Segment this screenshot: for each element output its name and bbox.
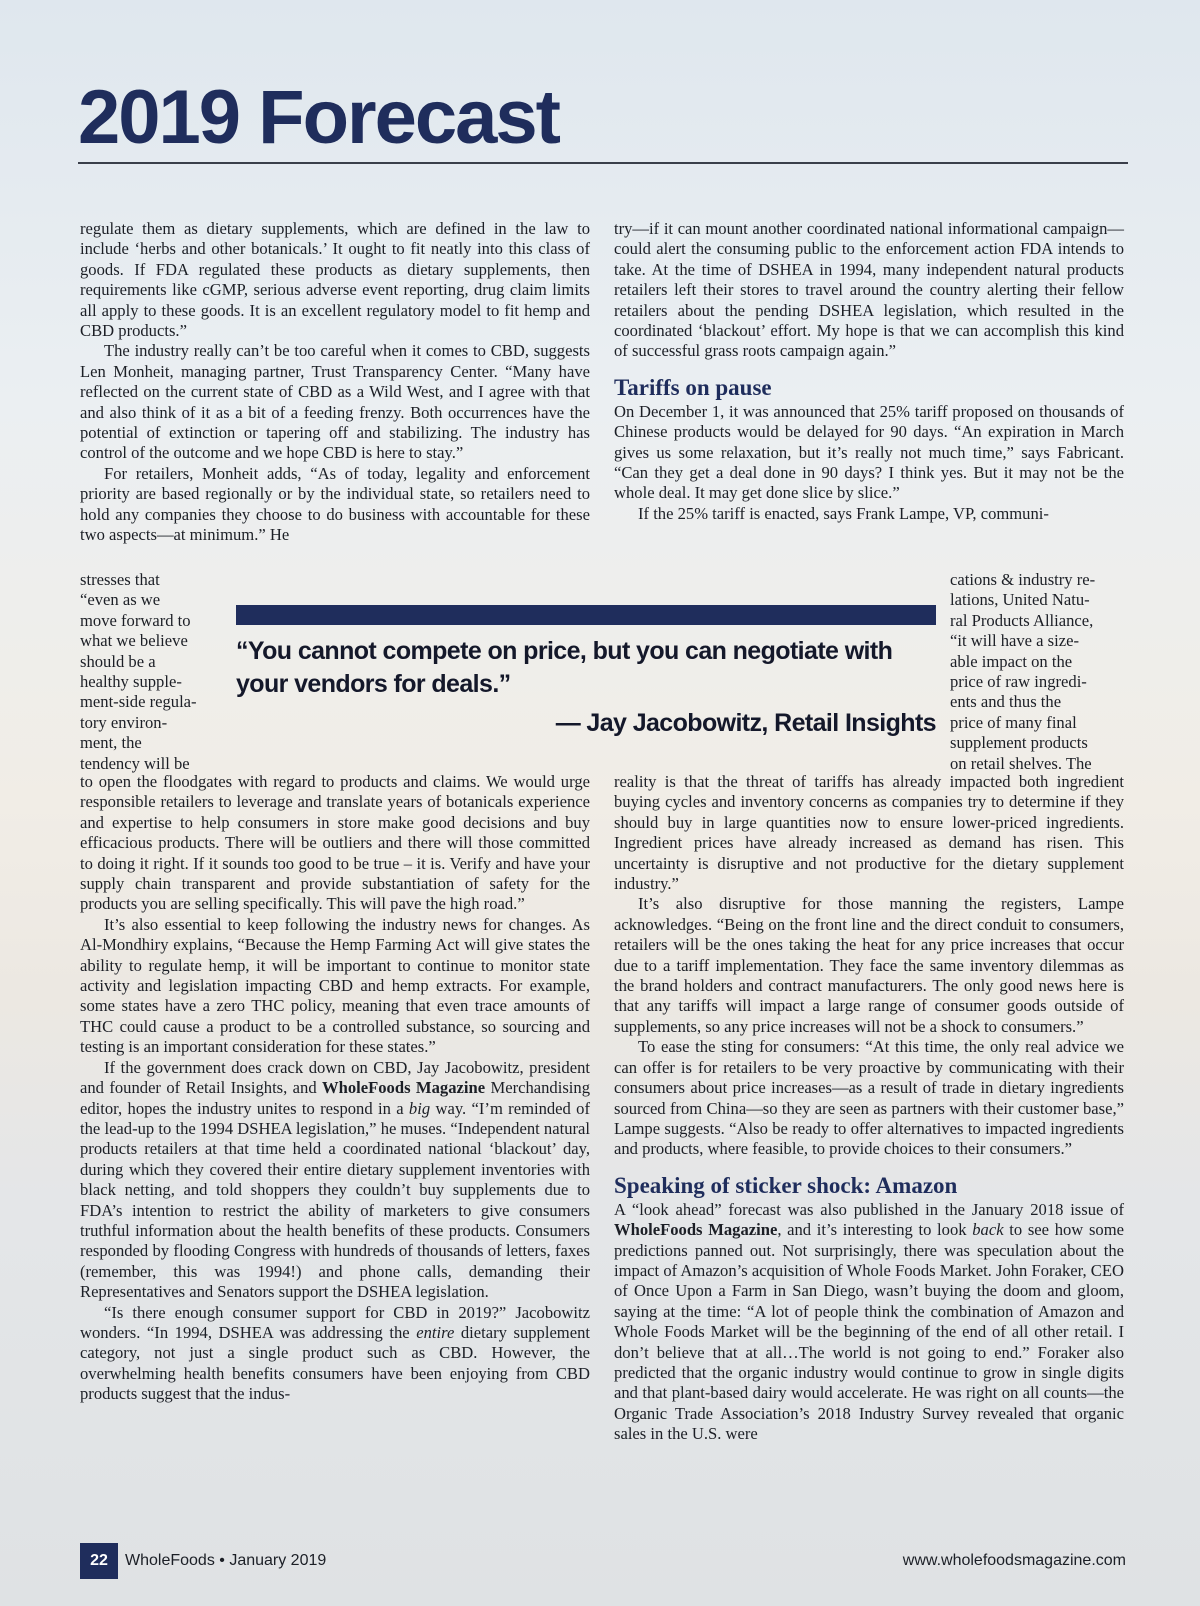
wrap-line: “even as we [80,590,161,610]
wrap-line: price of raw ingredi- [950,672,1087,692]
paragraph: reality is that the threat of tariffs has already impacted both ingredient buying cycles and inventory concerns as companies try to determine if they should buy in large quantities now to ensure lower-priced ingredients. Ingredient prices have already increased as demand has risen. This uncertainty is disruptive and not productive for the dietary supplement industry.” [614,772,1124,894]
website-url: www.wholefoodsmagazine.com [902,1552,1126,1569]
paragraph: If the 25% tariff is enacted, says Frank Lampe, VP, communi- [638,503,1049,523]
wrap-line: price of many final [950,712,1077,732]
title-divider [78,162,1128,164]
wrap-line: move forward to [80,610,191,630]
pull-quote-emphasis: cannot [297,637,377,665]
paragraph: It’s also essential to keep following the industry news for changes. As Al-Mondhiry explains, “Because the Hemp Farming Act will give states the ability to regulate hemp, it will be important to continue to monitor state activity and legislation impacting CBD and hemp extracts. For example, some states have a zero THC policy, meaning that even trace amounts of THC could cause a product to be a controlled substance, so sourcing and testing is an important consideration for these states.” [80,914,590,1057]
magazine-name: WholeFoods Magazine [322,1078,486,1098]
wrap-line: healthy supple- [80,672,182,692]
wrap-line: supplement products [950,733,1088,753]
page-number: 22 [80,1543,118,1579]
text-run: If the government does crack down on CBD, Jay Jacobowitz, president and founder of Retail Insights, and [80,1057,590,1098]
paragraph: For retailers, Monheit adds, “As of today, legality and enforcement priority are based regionally or by the individual state, so retailers need to hold any companies they choose to do business with accountable for these two aspects—at minimum.” He [80,463,590,545]
text-run: , and it’s interesting to look [777,1220,973,1240]
text-run: Merchandising editor, hopes the industry unites to respond in a [80,1078,590,1118]
paragraph [80,1303,590,1405]
publication-line: WholeFoods • January 2019 [125,1552,327,1569]
wrap-line: ral Products Alliance, [950,610,1094,630]
wrap-line: lations, United Natu- [950,590,1090,610]
text-run: A “look ahead” forecast was also published in the January 2018 issue of [614,1199,1124,1219]
paragraph [80,1058,590,1303]
wrap-line: ment-side regula- [80,692,197,712]
wrap-line: ment, the [80,733,142,753]
pull-quote-bar [236,605,936,625]
section-heading-tariffs: Tariffs on pause [614,374,772,400]
page-title: 2019 Forecast [78,75,559,160]
paragraph [614,1200,1124,1445]
wrap-line: “it will have a size- [950,631,1080,651]
paragraph: to open the floodgates with regard to products and claims. We would urge responsible retailers to leverage and translate years of botanicals experience and expertise to help consumers in store make good decisions and buy efficacious products. There will be outliers and there will those committed to doing it right. If it sounds too good to be true – it is. Verify and have your supply chain transparent and provide substantiation of safety for the products you are selling specifically. This will pave the high road.” [80,772,590,914]
pull-quote-text-end: compete on price, but you can negotiate with your vendors for deals.” [236,637,893,698]
right-column-upper [614,219,1124,524]
paragraph: The industry really can’t be too careful when it comes to CBD, suggests Len Monheit, managing partner, Trust Transparency Center. “Many have reflected on the current state of CBD as a Wild West, and I agree with that and also think of it as a bit of a feeding frenzy. Both occurrences have the potential of extinction or tapering off and stabilizing. The industry has control of the outcome and we hope CBD is here to stay.” [80,341,590,463]
paragraph: regulate them as dietary supplements, which are defined in the law to include ‘herbs and other botanicals.’ It ought to fit neatly into this class of goods. If FDA regulated these products as dietary supplements, then requirements like cGMP, serious adverse event reporting, drug claim limits all apply to these goods. It is an excellent regulatory model to fit hemp and CBD products.” [80,219,590,341]
wrap-line: cations & industry re- [950,570,1096,589]
wrap-line: on retail shelves. The [950,753,1092,773]
text-run: “Is there enough consumer support for CBD in 2019?” Jacobowitz wonders. “In 1994, DSHEA was addressing the [80,1302,590,1342]
emphasis: entire [416,1322,455,1342]
left-wrap-text [80,570,220,774]
pull-quote-text-start: “You [236,637,298,665]
pull-quote-attribution: — Jay Jacobowitz, Retail Insights [555,709,936,737]
paragraph: It’s also disruptive for those manning the registers, Lampe acknowledges. “Being on the front line and the direct conduit to consumers, retailers will be the ones taking the heat for any price increases that occur due to a tariff implementation. They face the same inventory dilemmas as the brand holders and contract manufacturers. The only good news here is that any tariffs will impact a large range of consumer goods outside of supplements, so any price increases will not be a shock to consumers.” [614,894,1124,1036]
emphasis: big [408,1098,431,1118]
wrap-line: tory environ- [80,712,168,732]
right-column-lower [614,772,1124,1445]
emphasis: back [972,1220,1004,1240]
left-column-lower [80,772,590,1405]
text-run: way. “I’m reminded of the lead-up to the 1994 DSHEA legislation,” he muses. “Independent natural products retailers at that time held a coordinated national ‘blackout’ day, during which they covered their entire dietary supplement inventories with black netting, and told shoppers they couldn’t buy supplements due to FDA’s intention to restrict the ability of marketers to give consumers truthful information about the health benefits of these products. Consumers responded by flooding Congress with hundreds of thousands of letters, faxes (remember, this was 1994!) and phone calls, demanding their Representatives and Senators support the DSHEA legislation. [80,1098,590,1302]
paragraph: To ease the sting for consumers: “At this time, the only real advice we can offer is for retailers to be very proactive by communicating with their consumers about price increases—as a result of trade in dietary ingredients sourced from China—so they are seen as partners with their customer base,” Lampe suggests. “Also be ready to offer alternatives to impacted ingredients and products, where feasible, to provide choices to their consumers.” [614,1037,1124,1159]
wrap-line: tendency will be [80,753,190,773]
wrap-line: should be a [80,651,156,671]
wrap-line: able impact on the [950,651,1073,671]
section-heading-amazon: Speaking of sticker shock: Amazon [614,1172,958,1198]
text-run: dietary supplement category, not just a single product such as CBD. However, the overwhelming health benefits consumers have been enjoying from CBD products suggest that the indus- [80,1322,590,1404]
wrap-line: stresses that [80,570,160,589]
magazine-name: WholeFoods Magazine [614,1220,778,1240]
wrap-line: what we believe [80,631,188,651]
right-wrap-text [950,570,1124,774]
wrap-line: ents and thus the [950,692,1062,712]
paragraph: try—if it can mount another coordinated national informational campaign—could alert the consuming public to the enforcement action FDA intends to take. At the time of DSHEA in 1994, many independent natural products retailers left their stores to travel around the country alerting their fellow retailers about the pending DSHEA legislation, which resulted in the coordinated ‘blackout’ effort. My hope is that we can accomplish this kind of successful grass roots campaign again.” [614,219,1124,361]
paragraph: On December 1, it was announced that 25% tariff proposed on thousands of Chinese products would be delayed for 90 days. “An expiration in March gives us some relaxation, but it’s really not much time,” says Fabricant. “Can they get a deal done in 90 days? I think yes. But it may not be the whole deal. It may get done slice by slice.” [614,401,1124,503]
left-column-upper [80,219,590,546]
pull-quote [236,635,936,701]
text-run: to see how some predictions panned out. Not surprisingly, there was speculation about the impact of Amazon’s acquisition of Whole Foods Market. John Foraker, CEO of Once Upon a Farm in San Diego, wasn’t buying the doom and gloom, saying at the time: “A lot of people think the combination of Amazon and Whole Foods Market will be the beginning of the end of all other retail. I don’t believe that at all…The world is not going to end.” Foraker also predicted that the organic industry would continue to grow in single digits and that plant-based dairy would accelerate. He was right on all counts—the Organic Trade Association’s 2018 Industry Survey revealed that organic sales in the U.S. were [614,1220,1124,1444]
